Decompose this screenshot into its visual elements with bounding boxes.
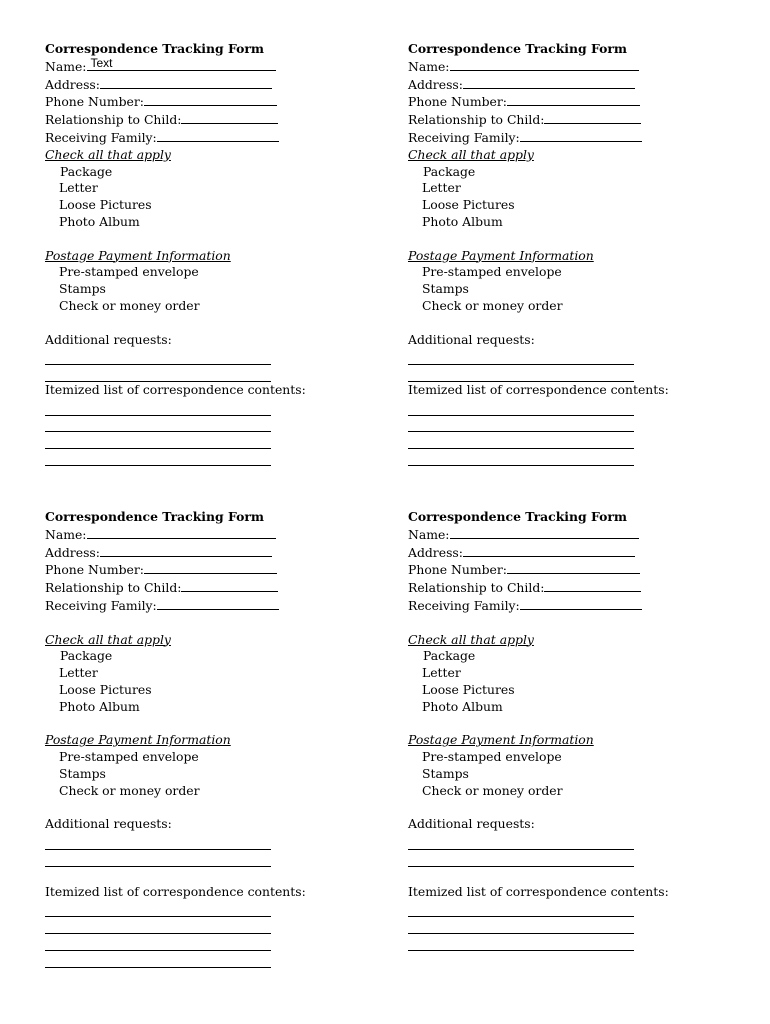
phone-label: Phone Number:: [45, 562, 144, 578]
relationship-label: Relationship to Child:: [408, 580, 545, 596]
check-item-loose-pictures[interactable]: Loose Pictures: [422, 681, 515, 697]
itemized-line-1[interactable]: [45, 399, 271, 416]
phone-row: [408, 561, 738, 579]
tracking-form-bottom-right: [408, 509, 738, 951]
tracking-form-bottom-left: [45, 509, 375, 968]
additional-requests-label: Additional requests:: [45, 816, 172, 832]
address-field[interactable]: [100, 76, 272, 89]
itemized-line-1[interactable]: [45, 900, 271, 917]
receiving-family-row: [45, 597, 375, 615]
form-title: Correspondence Tracking Form: [45, 41, 264, 56]
receiving-family-label: Receiving Family:: [45, 597, 157, 613]
itemized-line-4[interactable]: [408, 449, 634, 466]
postage-item-stamps[interactable]: Stamps: [59, 281, 106, 297]
relationship-field[interactable]: [544, 579, 641, 592]
name-row: [408, 526, 738, 544]
name-field[interactable]: [450, 58, 639, 71]
postage-item-pre-stamped[interactable]: Pre-stamped envelope: [59, 749, 199, 765]
check-heading: Check all that apply: [45, 631, 171, 647]
check-heading: Check all that apply: [408, 146, 534, 162]
form-title: Correspondence Tracking Form: [45, 509, 264, 524]
phone-row: [45, 561, 375, 579]
additional-requests-line-2[interactable]: [45, 850, 271, 867]
postage-item-check[interactable]: Check or money order: [59, 297, 200, 313]
itemized-line-1[interactable]: [408, 900, 634, 917]
name-row: [45, 55, 375, 76]
postage-heading: Postage Payment Information: [408, 247, 594, 263]
postage-heading: Postage Payment Information: [408, 732, 594, 748]
postage-item-check[interactable]: Check or money order: [422, 782, 563, 798]
receiving-family-row: [408, 129, 738, 147]
relationship-row: [45, 579, 375, 597]
name-row: [408, 58, 738, 76]
additional-requests-line-2[interactable]: [45, 365, 271, 382]
check-item-photo-album[interactable]: Photo Album: [59, 213, 140, 229]
itemized-line-3[interactable]: [45, 432, 271, 449]
itemized-list-label: Itemized list of correspondence contents:: [408, 381, 669, 397]
relationship-label: Relationship to Child:: [45, 580, 182, 596]
name-field[interactable]: [87, 526, 276, 539]
name-field[interactable]: [87, 55, 276, 71]
check-item-letter[interactable]: Letter: [59, 665, 98, 681]
itemized-line-2[interactable]: [408, 416, 634, 433]
additional-requests-line-1[interactable]: [408, 833, 634, 850]
itemized-line-3[interactable]: [45, 934, 271, 951]
relationship-label: Relationship to Child:: [45, 112, 182, 128]
additional-requests-line-1[interactable]: [45, 833, 271, 850]
phone-field[interactable]: [144, 93, 277, 106]
itemized-line-3[interactable]: [408, 432, 634, 449]
additional-requests-label: Additional requests:: [408, 816, 535, 832]
form-title: Correspondence Tracking Form: [408, 41, 627, 56]
additional-requests-line-1[interactable]: [45, 348, 271, 365]
address-label: Address:: [408, 76, 463, 92]
address-label: Address:: [45, 76, 100, 92]
check-item-photo-album[interactable]: Photo Album: [422, 213, 503, 229]
name-label: Name:: [408, 58, 450, 74]
check-item-loose-pictures[interactable]: Loose Pictures: [59, 197, 152, 213]
postage-item-pre-stamped[interactable]: Pre-stamped envelope: [422, 749, 562, 765]
check-heading: Check all that apply: [408, 631, 534, 647]
itemized-list-label: Itemized list of correspondence contents:: [45, 883, 306, 899]
relationship-label: Relationship to Child:: [408, 112, 545, 128]
name-field[interactable]: [450, 526, 639, 539]
check-item-package[interactable]: Package: [60, 163, 113, 179]
postage-heading: Postage Payment Information: [45, 732, 231, 748]
additional-requests-line-2[interactable]: [408, 850, 634, 867]
check-item-loose-pictures[interactable]: Loose Pictures: [59, 681, 152, 697]
itemized-line-2[interactable]: [45, 416, 271, 433]
phone-field[interactable]: [144, 561, 277, 574]
phone-label: Phone Number:: [45, 94, 144, 110]
tracking-form-top-right: [408, 41, 738, 466]
address-field[interactable]: [463, 76, 635, 89]
receiving-family-row: [408, 597, 738, 615]
phone-row: [408, 93, 738, 111]
name-label: Name:: [45, 58, 87, 74]
address-row: [45, 76, 375, 94]
check-heading: Check all that apply: [45, 146, 171, 162]
postage-item-stamps[interactable]: Stamps: [59, 765, 106, 781]
check-item-letter[interactable]: Letter: [422, 180, 461, 196]
receiving-family-field[interactable]: [520, 129, 642, 142]
itemized-line-2[interactable]: [408, 917, 634, 934]
postage-item-pre-stamped[interactable]: Pre-stamped envelope: [422, 264, 562, 280]
check-item-loose-pictures[interactable]: Loose Pictures: [422, 197, 515, 213]
relationship-field[interactable]: [181, 579, 278, 592]
address-row: [45, 544, 375, 562]
name-label: Name:: [45, 526, 87, 542]
relationship-row: [408, 111, 738, 129]
additional-requests-label: Additional requests:: [45, 331, 172, 347]
tracking-form-top-left: [45, 41, 375, 466]
name-label: Name:: [408, 526, 450, 542]
receiving-family-row: [45, 129, 375, 147]
name-row: [45, 526, 375, 544]
address-row: [408, 544, 738, 562]
itemized-list-label: Itemized list of correspondence contents:: [408, 883, 669, 899]
itemized-line-4[interactable]: [45, 449, 271, 466]
address-label: Address:: [45, 544, 100, 560]
check-item-letter[interactable]: Letter: [422, 665, 461, 681]
check-item-letter[interactable]: Letter: [59, 180, 98, 196]
address-field[interactable]: [463, 544, 635, 557]
postage-item-check[interactable]: Check or money order: [422, 297, 563, 313]
address-field[interactable]: [100, 544, 272, 557]
check-item-package[interactable]: Package: [423, 163, 476, 179]
check-item-package[interactable]: Package: [60, 648, 113, 664]
phone-row: [45, 93, 375, 111]
postage-item-pre-stamped[interactable]: Pre-stamped envelope: [59, 264, 199, 280]
itemized-line-4[interactable]: [45, 951, 271, 968]
postage-item-check[interactable]: Check or money order: [59, 782, 200, 798]
relationship-field[interactable]: [544, 111, 641, 124]
receiving-family-label: Receiving Family:: [45, 129, 157, 145]
itemized-list-label: Itemized list of correspondence contents:: [45, 381, 306, 397]
receiving-family-label: Receiving Family:: [408, 129, 520, 145]
itemized-line-3[interactable]: [408, 934, 634, 951]
postage-item-stamps[interactable]: Stamps: [422, 281, 469, 297]
postage-heading: Postage Payment Information: [45, 247, 231, 263]
check-item-photo-album[interactable]: Photo Album: [422, 698, 503, 714]
relationship-row: [408, 579, 738, 597]
additional-requests-line-1[interactable]: [408, 348, 634, 365]
form-title: Correspondence Tracking Form: [408, 509, 627, 524]
address-row: [408, 76, 738, 94]
additional-requests-line-2[interactable]: [408, 365, 634, 382]
receiving-family-field[interactable]: [520, 597, 642, 610]
additional-requests-label: Additional requests:: [408, 331, 535, 347]
postage-item-stamps[interactable]: Stamps: [422, 765, 469, 781]
phone-field[interactable]: [507, 93, 640, 106]
receiving-family-label: Receiving Family:: [408, 597, 520, 613]
name-value: Text: [90, 55, 113, 70]
check-item-package[interactable]: Package: [423, 648, 476, 664]
itemized-line-2[interactable]: [45, 917, 271, 934]
phone-field[interactable]: [507, 561, 640, 574]
check-item-photo-album[interactable]: Photo Album: [59, 698, 140, 714]
itemized-line-1[interactable]: [408, 399, 634, 416]
relationship-row: [45, 111, 375, 129]
phone-label: Phone Number:: [408, 562, 507, 578]
address-label: Address:: [408, 544, 463, 560]
receiving-family-field[interactable]: [157, 597, 279, 610]
phone-label: Phone Number:: [408, 94, 507, 110]
relationship-field[interactable]: [181, 111, 278, 124]
receiving-family-field[interactable]: [157, 129, 279, 142]
